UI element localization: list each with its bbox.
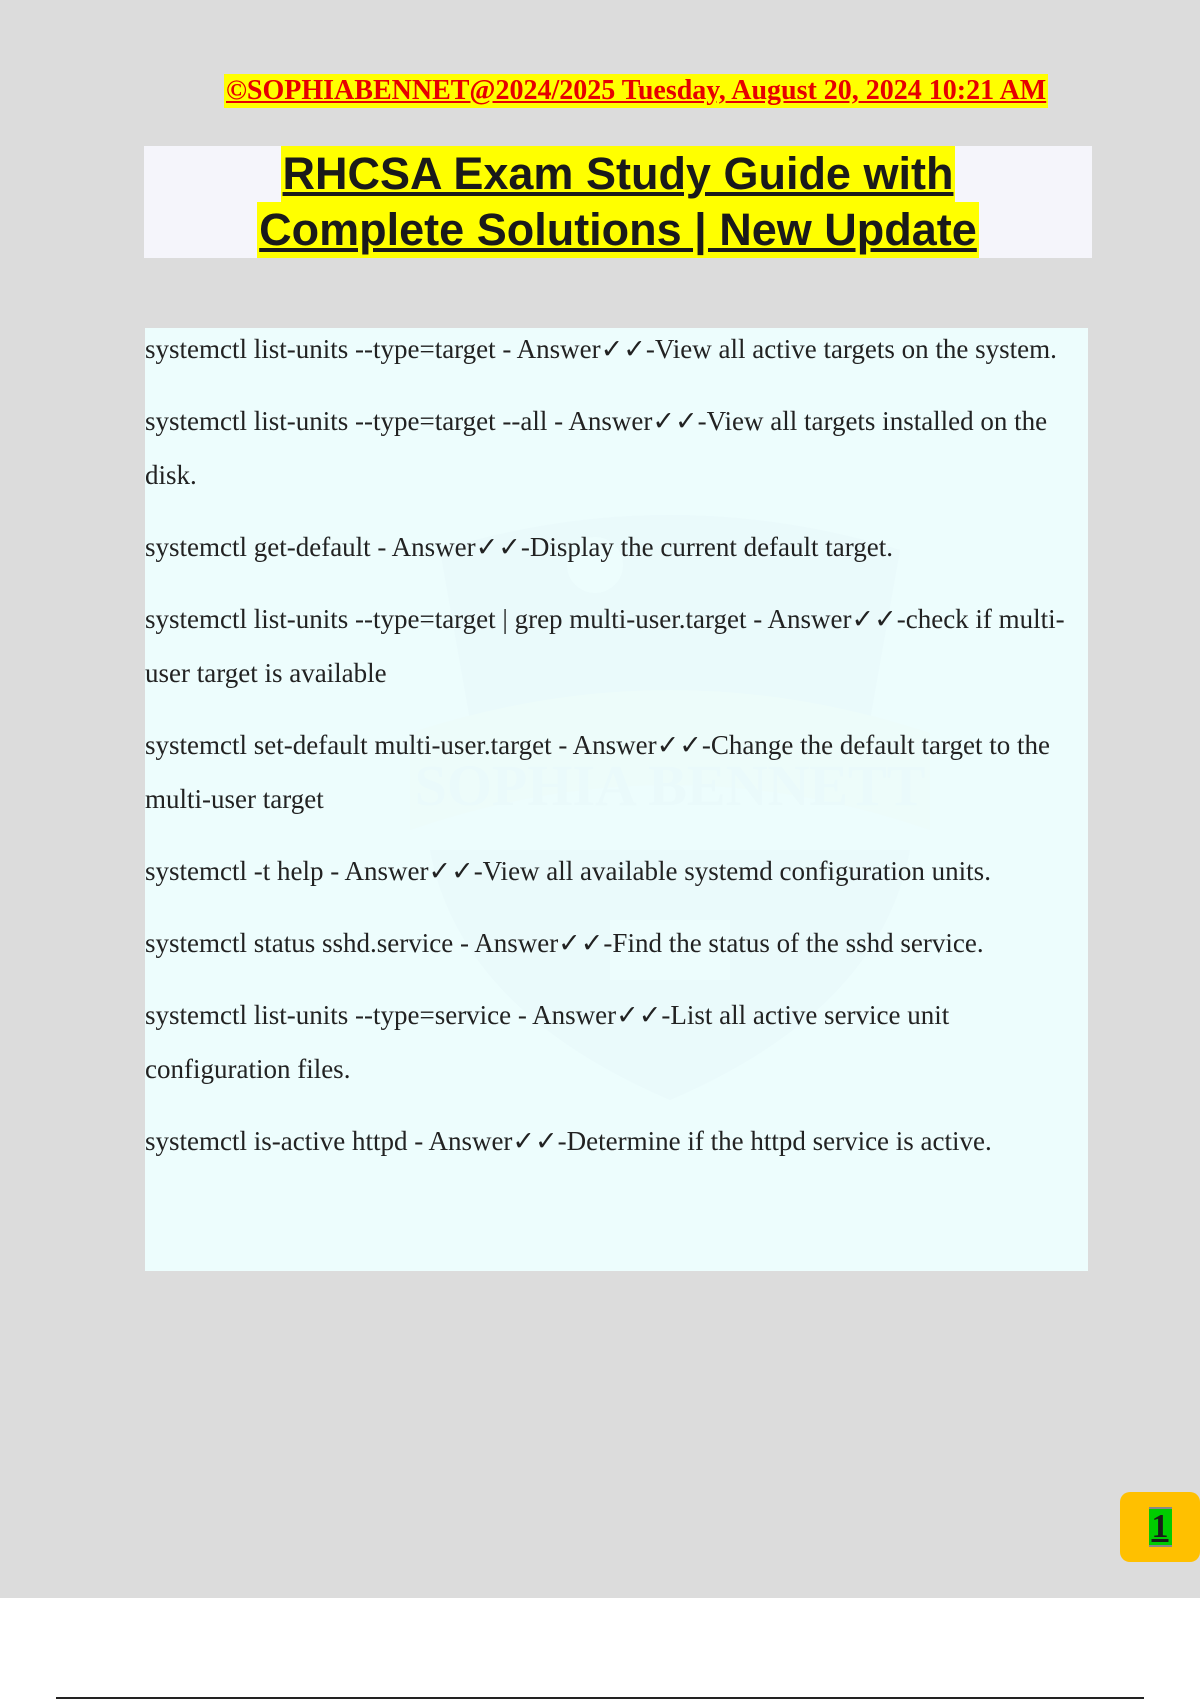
qa-item: systemctl get-default - Answer✓✓-Display the current default target.: [145, 532, 894, 562]
qa-item: systemctl list-units --type=service - Answer✓✓-List all active service unit configuration files.: [145, 1000, 950, 1084]
page-number: 1: [1149, 1507, 1172, 1547]
title-box: [144, 146, 1092, 258]
qa-item: systemctl status sshd.service - Answer✓✓-Find the status of the sshd service.: [145, 928, 984, 958]
footer-divider: [56, 1697, 1144, 1699]
qa-list: [145, 322, 1095, 1186]
qa-item: systemctl is-active httpd - Answer✓✓-Determine if the httpd service is active.: [145, 1126, 992, 1156]
qa-item: systemctl list-units --type=target --all - Answer✓✓-View all targets installed on the disk.: [145, 406, 1048, 490]
qa-item: systemctl set-default multi-user.target - Answer✓✓-Change the default target to the multi-user target: [145, 730, 1051, 814]
document-title-line-2: Complete Solutions | New Update: [257, 202, 979, 258]
qa-item: systemctl list-units --type=target | grep multi-user.target - Answer✓✓-check if multi-user target is available: [145, 604, 1065, 688]
copyright-header: ©SOPHIABENNET@2024/2025 Tuesday, August 20, 2024 10:21 AM: [226, 75, 1047, 106]
document-title-line-1: RHCSA Exam Study Guide with: [281, 146, 956, 202]
page-number-badge[interactable]: [1120, 1492, 1200, 1562]
qa-item: systemctl list-units --type=target - Answer✓✓-View all active targets on the system.: [145, 334, 1057, 364]
qa-item: systemctl -t help - Answer✓✓-View all available systemd configuration units.: [145, 856, 991, 886]
